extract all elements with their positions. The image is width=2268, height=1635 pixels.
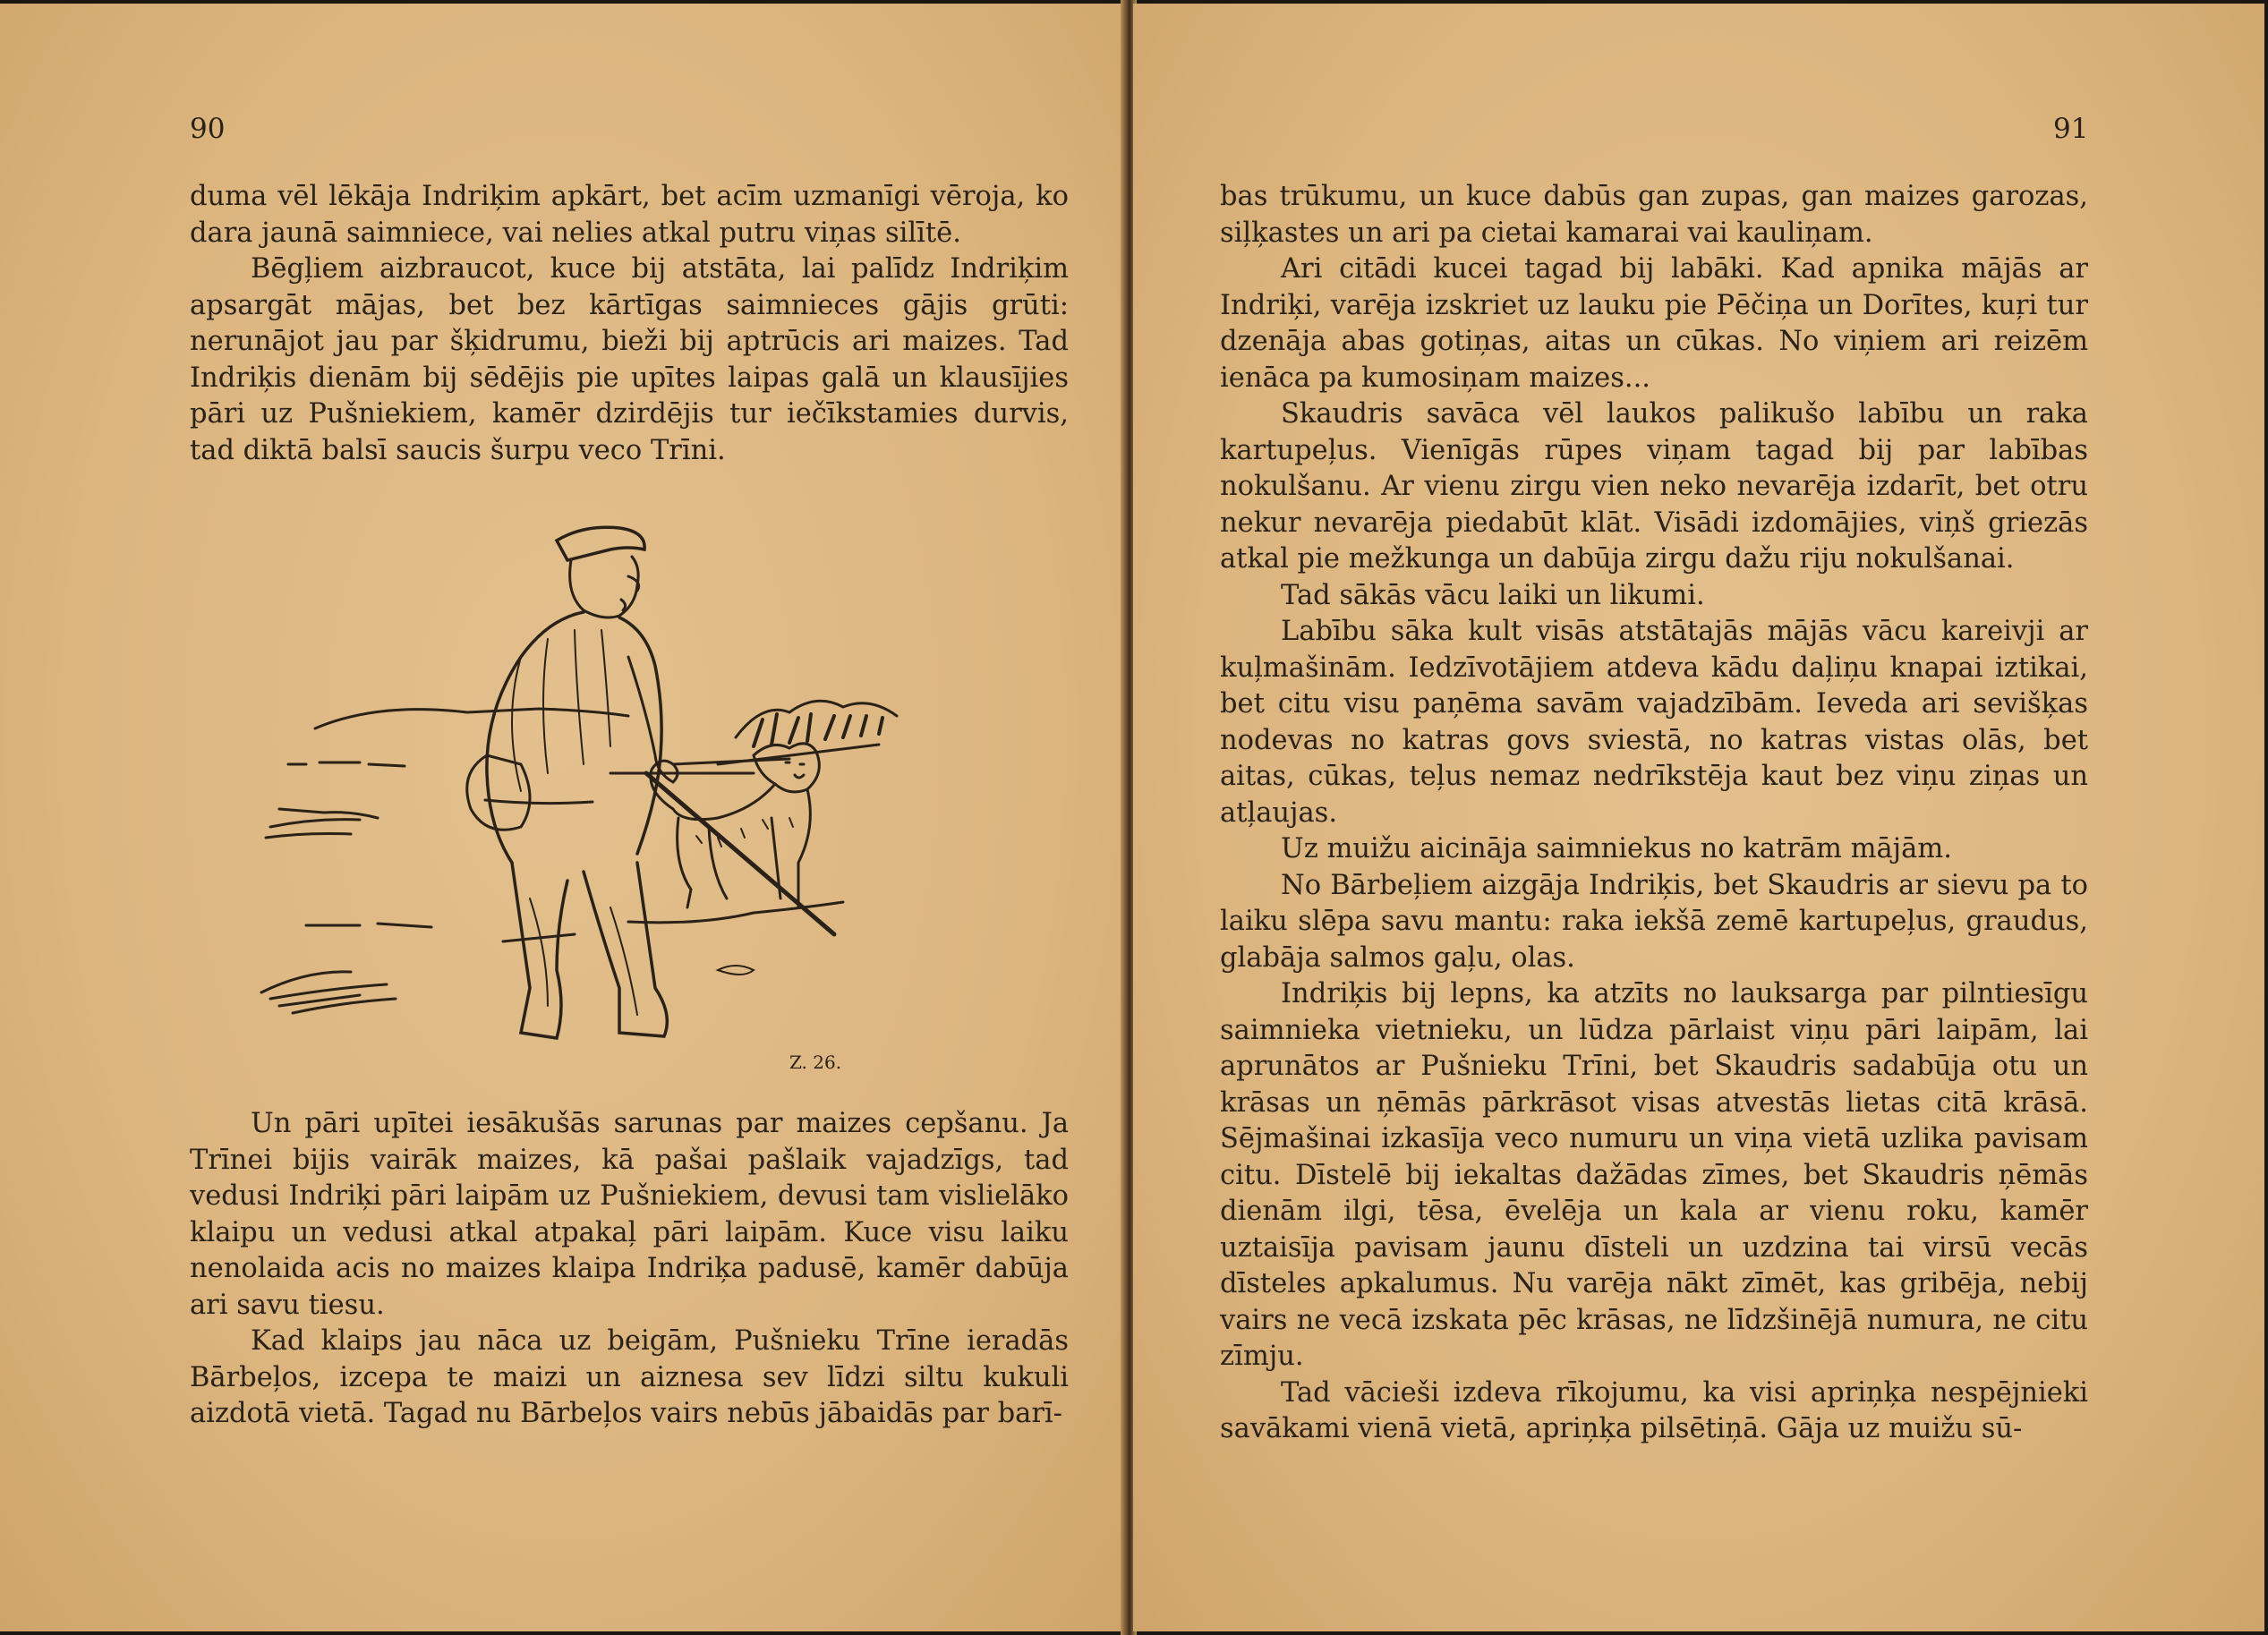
- paragraph: bas trūkumu, un kuce dabūs gan zupas, gan maizes garozas, siļķastes un ari pa cietai kamarai vai kauliņam.: [1220, 181, 2088, 249]
- paragraph: Skaudris savāca vēl laukos palikušo labību un raka kartupeļus. Vienīgās rūpes viņam tagad bij par labības nokulšanu. Ar vienu zirgu vien neko nevarēja izdarīt, bet otru nekur nevarēja piedabūt klāt. Visādi izdomājies, viņš griezās atkal pie mežkunga un dabūja zirgu dažu riju nokulšanai.: [1220, 398, 2088, 575]
- paragraph: Kad klaips jau nāca uz beigām, Pušnieku Trīne ieradās Bārbeļos, izcepa te maizi un aiznesa sev līdzi siltu kukuli aizdotā vietā. Tagad nu Bārbeļos vairs nebūs jābaidās par barī-: [190, 1325, 1069, 1429]
- paragraph: Tad sākās vācu laiki un likumi.: [1281, 579, 1705, 611]
- paragraph: duma vēl lēkāja Indriķim apkārt, bet acīm uzmanīgi vēroja, ko dara jaunā saimniece, vai nelies atkal putru viņas silītē.: [190, 181, 1069, 249]
- paragraph: Un pāri upītei iesākušās sarunas par maizes cepšanu. Ja Trīnei bijis vairāk maizes, kā pašai pašlaik vajadzīgs, tad vedusi Indriķi pāri laipām uz Pušniekiem, devusi tam vislielāko klaipu un vedusi atkal atpakaļ pāri laipām. Kuce visu laiku nenolaida acis no maizes klaipa Indriķa padusē, kamēr dabūja ari savu tiesu.: [190, 1108, 1069, 1321]
- left-top-text: [190, 179, 1069, 469]
- paragraph: Tad vācieši izdeva rīkojumu, ka visi apriņķa nespējnieki savākami vienā vietā, apriņķa pilsētiņā. Gāja uz muižu sū-: [1220, 1376, 2088, 1444]
- right-text: [1220, 179, 2088, 1448]
- page-number-right: 91: [2053, 113, 2089, 145]
- right-page: [1133, 4, 2264, 1631]
- paragraph: Uz muižu aicināja saimniekus no katrām mājām.: [1281, 833, 1952, 864]
- left-page: [0, 4, 1123, 1631]
- paragraph: Bēgļiem aizbraucot, kuce bij atstāta, lai palīdz Indriķim apsargāt mājas, bet bez kārtīgas saimnieces gājis grūti: nerunājot jau par šķidrumu, bieži bij aptrūcis ari maizes. Tad Indriķis dienām bij sēdējis pie upītes laipas galā un klausījies pāri uz Pušniekiem, kamēr dzirdējis tur iečīkstamies durvis, tad diktā balsī saucis šurpu veco Trīni.: [190, 253, 1069, 466]
- page-number-left: 90: [190, 113, 226, 145]
- paragraph: Labību sāka kult visās atstātajās mājās vācu kareivji ar kuļmašinām. Iedzīvotājiem atdeva kādu daļiņu knapai iztikai, bet citu visu paņēma savām vajadzībām. Ieveda ari sevišķas nodevas no katras govs sviestā, no katras vistas olās, bet aitas, cūkas, teļus nemaz nedrīkstēja kaut bez viņu ziņas un atļaujas.: [1220, 616, 2088, 829]
- paragraph: Indriķis bij lepns, ka atzīts no lauksarga par pilntiesīgu saimnieka vietnieku, un lūdza pārlaist viņu pāri laipām, lai aprunātos ar Pušnieku Trīni, bet Skaudris sadabūja otu un krāsas un ņēmās pārkrāsot visas atvestās lietas citā krāsā. Sējmašinai izkasīja veco numuru un viņa vietā uzlika pavisam citu. Dīstelē bij iekaltas dažādas zīmes, bet Skaudris ņēmās dienām ilgi, tēsa, ēvelēja un kala ar vienu roku, kamēr uztaisīja pavisam jaunu dīsteli un uzdzina tai virsū vecās dīsteles apkalumus. Nu varēja nākt zīmēt, kas gribēja, nebij vairs ne vecā izskata pēc krāsas, ne līdzšinējā numura, ne citu zīmju.: [1220, 978, 2088, 1372]
- left-bottom-text: [190, 1106, 1069, 1433]
- illustration-signature: Z. 26.: [789, 1052, 842, 1073]
- old-man-with-dog-illustration: [252, 505, 915, 1077]
- paragraph: Ari citādi kucei tagad bij labāki. Kad apnika mājās ar Indriķi, varēja izskriet uz lauku pie Pēčiņa un Dorītes, kuŗi tur dzenāja abas gotiņas, aitas un cūkas. No viņiem ari reizēm ienāca pa kumosiņam maizes...: [1220, 253, 2088, 394]
- paragraph: No Bārbeļiem aizgāja Indriķis, bet Skaudris ar sievu pa to laiku slēpa savu mantu: raka iekšā zemē kartupeļus, graudus, glabāja salmos gaļu, olas.: [1220, 869, 2088, 974]
